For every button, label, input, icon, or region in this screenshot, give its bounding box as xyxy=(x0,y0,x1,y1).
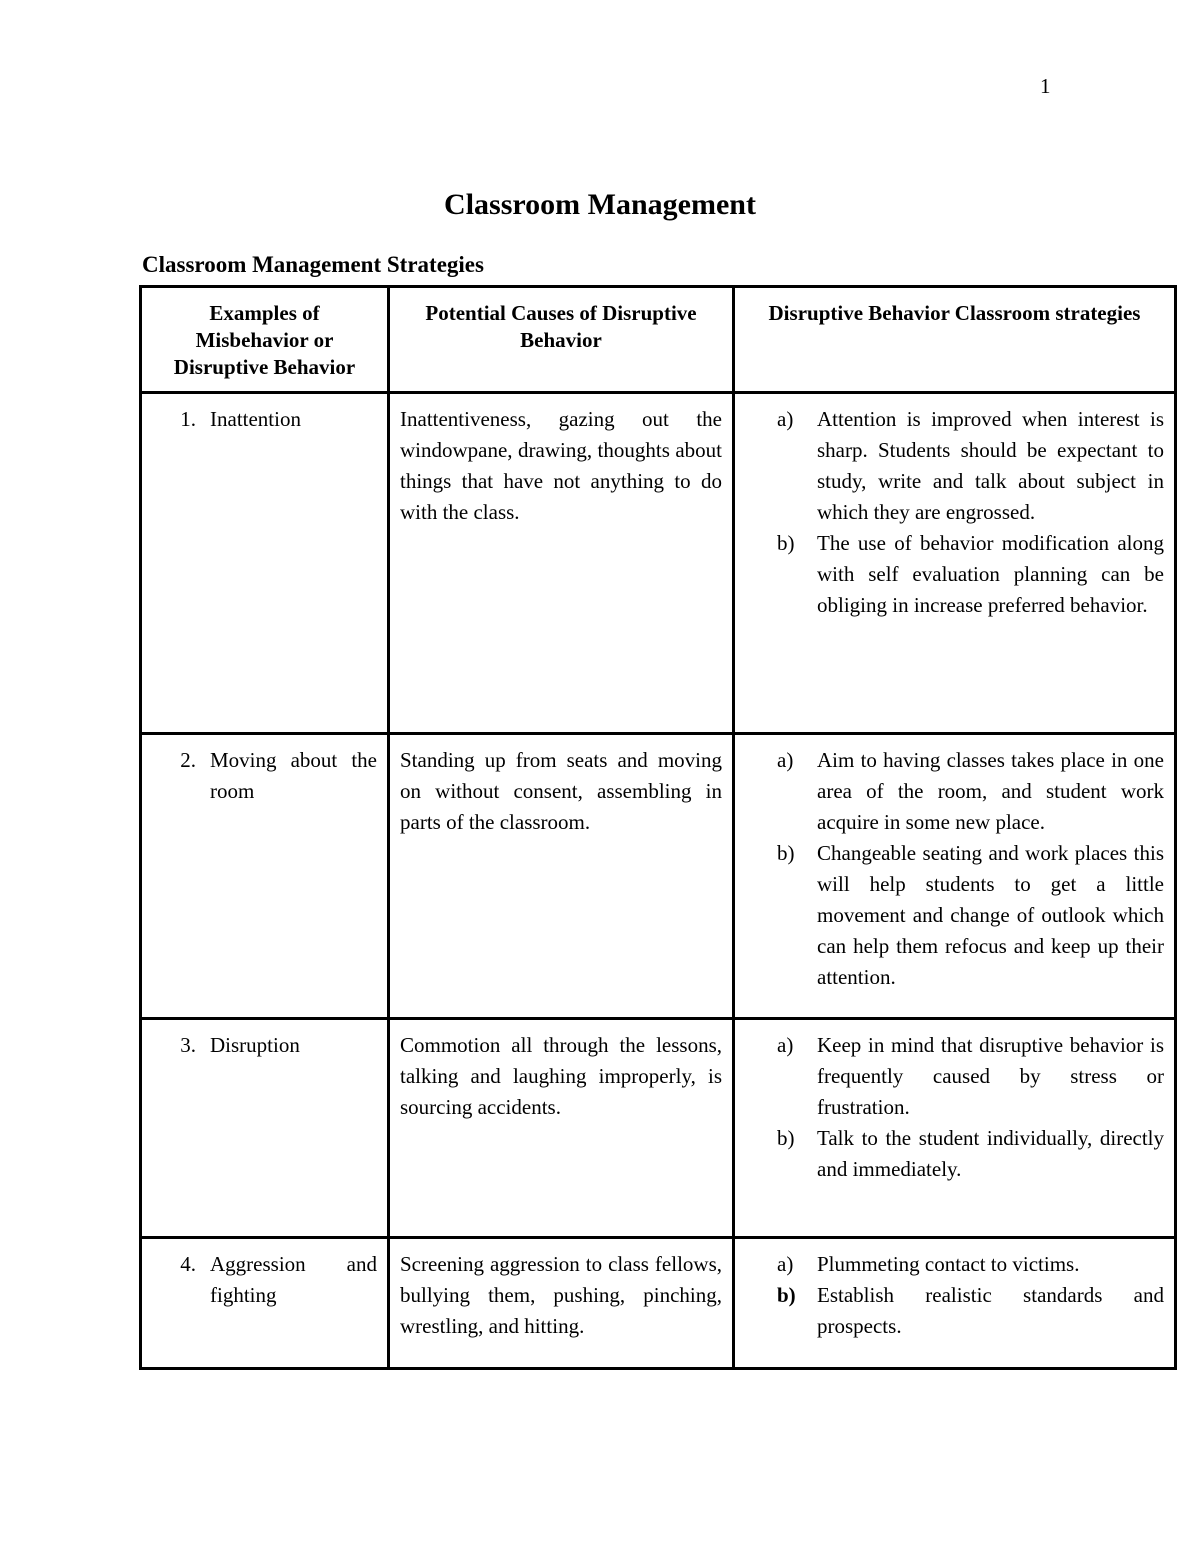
document-title: Classroom Management xyxy=(444,188,756,221)
strategy-letter: b) xyxy=(777,841,795,865)
header-strategies: Disruptive Behavior Classroom strategies xyxy=(734,287,1176,393)
cause-text: Inattentiveness, gazing out the windowpane, drawing, thoughts about things that have not anything to do with the class. xyxy=(400,407,722,524)
table-row xyxy=(141,1019,1176,1238)
strategy-text: The use of behavior modification along with self evaluation planning can be obliging in increase preferred behavior. xyxy=(817,531,1164,617)
strategy-text: Changeable seating and work places this will help students to get a little movement and change of outlook which can help them refocus and keep up their attention. xyxy=(817,841,1164,989)
strategy-letter: a) xyxy=(777,1252,794,1276)
list-item xyxy=(777,1123,1164,1185)
cause-cell xyxy=(389,1238,734,1369)
strategy-letter: a) xyxy=(777,1033,794,1057)
cause-cell xyxy=(389,393,734,734)
cause-text: Commotion all through the lessons, talking and laughing improperly, is sourcing accidents. xyxy=(400,1033,722,1119)
strategy-list xyxy=(745,404,1164,621)
header-causes: Potential Causes of Disruptive Behavior xyxy=(389,287,734,393)
example-label: Inattention xyxy=(210,407,301,431)
header-examples: Examples of Misbehavior or Disruptive Behavior xyxy=(141,287,389,393)
row-number: 3. xyxy=(180,1033,196,1057)
strategy-text: Establish realistic standards and prospects. xyxy=(817,1283,1164,1338)
example-cell xyxy=(141,1238,389,1369)
table-header-row xyxy=(141,287,1176,393)
example-label: Aggression and fighting xyxy=(210,1252,377,1307)
strategy-list xyxy=(745,1249,1164,1342)
cause-cell xyxy=(389,734,734,1019)
section-heading: Classroom Management Strategies xyxy=(142,252,484,277)
list-item xyxy=(777,1030,1164,1123)
strategy-list xyxy=(745,1030,1164,1185)
strategies-cell xyxy=(734,1019,1176,1238)
strategy-list xyxy=(745,745,1164,993)
example-label: Moving about the room xyxy=(210,748,377,803)
strategy-text: Attention is improved when interest is sharp. Students should be expectant to study, write and talk about subject in which they are engrossed. xyxy=(817,407,1164,524)
example-label: Disruption xyxy=(210,1033,300,1057)
example-cell xyxy=(141,1019,389,1238)
strategy-text: Plummeting contact to victims. xyxy=(817,1252,1080,1276)
strategy-letter: a) xyxy=(777,407,794,431)
page-number: 1 xyxy=(1040,74,1051,98)
row-number: 2. xyxy=(180,748,196,772)
strategy-letter: b) xyxy=(777,1283,796,1307)
list-item xyxy=(777,838,1164,993)
strategies-cell xyxy=(734,734,1176,1019)
table-row xyxy=(141,393,1176,734)
strategy-text: Talk to the student individually, directly and immediately. xyxy=(817,1126,1164,1181)
cause-text: Screening aggression to class fellows, bullying them, pushing, pinching, wrestling, and hitting. xyxy=(400,1252,722,1338)
row-number: 4. xyxy=(180,1252,196,1276)
strategies-table xyxy=(139,285,1177,1370)
strategies-cell xyxy=(734,1238,1176,1369)
strategy-text: Keep in mind that disruptive behavior is frequently caused by stress or frustration. xyxy=(817,1033,1164,1119)
list-item xyxy=(777,1280,1164,1342)
list-item xyxy=(777,745,1164,838)
strategy-letter: b) xyxy=(777,1126,795,1150)
list-item xyxy=(777,528,1164,621)
strategy-letter: a) xyxy=(777,748,794,772)
row-number: 1. xyxy=(180,407,196,431)
list-item xyxy=(777,1249,1164,1280)
strategies-cell xyxy=(734,393,1176,734)
strategy-letter: b) xyxy=(777,531,795,555)
cause-text: Standing up from seats and moving on without consent, assembling in parts of the classroom. xyxy=(400,748,722,834)
list-item xyxy=(777,404,1164,528)
table-row xyxy=(141,1238,1176,1369)
table-row xyxy=(141,734,1176,1019)
cause-cell xyxy=(389,1019,734,1238)
example-cell xyxy=(141,734,389,1019)
strategy-text: Aim to having classes takes place in one area of the room, and student work acquire in some new place. xyxy=(817,748,1164,834)
example-cell xyxy=(141,393,389,734)
